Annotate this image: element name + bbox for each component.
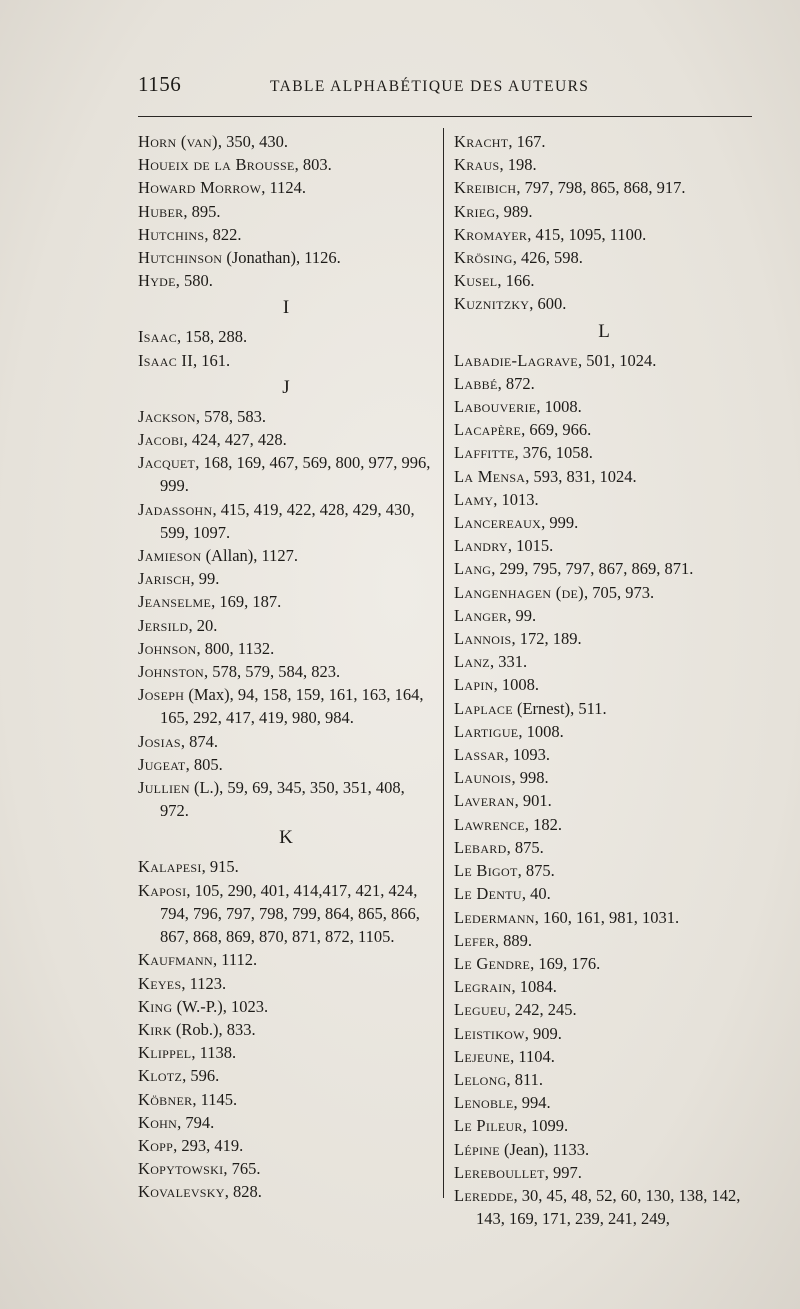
index-entry <box>138 130 434 153</box>
column-divider <box>443 128 444 1198</box>
page-references: , 874. <box>180 731 219 751</box>
author-name: Lelong <box>454 1069 507 1089</box>
page-references: , 794. <box>177 1112 215 1132</box>
page-references: , 168, 169, 467, 569, 800, 977, 996, 999. <box>160 453 431 496</box>
page-references: , 895. <box>183 201 221 221</box>
author-name: Kopytowski <box>138 1159 224 1179</box>
index-entry <box>138 730 434 753</box>
author-name: Laffitte <box>454 443 515 463</box>
index-entry <box>454 200 754 223</box>
author-name: Lanz <box>454 652 490 672</box>
index-entry <box>454 465 754 488</box>
index-entry <box>454 882 754 905</box>
page-references: , 1099. <box>522 1116 569 1136</box>
section-letter: K <box>279 827 293 849</box>
author-name: Hyde <box>138 271 176 291</box>
index-entry <box>454 269 754 292</box>
left-column <box>138 130 434 1204</box>
author-name: Klippel <box>138 1043 192 1063</box>
page-number: 1156 <box>138 72 182 96</box>
author-name: Labbé <box>454 373 498 393</box>
page-references: , 426, 598. <box>512 248 583 268</box>
index-entry <box>138 223 434 246</box>
index-entry <box>138 590 434 613</box>
page-references: , 160, 161, 981, 1031. <box>534 907 680 927</box>
author-name: Le Gendre <box>454 953 531 973</box>
author-name: Kuznitzky <box>454 294 530 314</box>
page-references: , 578, 579, 584, 823. <box>203 662 341 682</box>
page-references: , 901. <box>514 791 552 811</box>
author-name: Isaac <box>138 327 178 347</box>
author-name: Howard Morrow <box>138 178 262 198</box>
author-name: Lenoble <box>454 1093 514 1113</box>
author-name: Jadassohn <box>138 499 213 519</box>
index-entry <box>454 511 754 534</box>
page-references: , 242, 245. <box>506 1000 577 1020</box>
index-entry <box>454 697 754 720</box>
page-references: , 811. <box>506 1069 544 1089</box>
index-entry <box>454 176 754 199</box>
index-entry <box>454 998 754 1021</box>
author-name: Lefer <box>454 930 495 950</box>
page-references: , 1104. <box>510 1046 555 1066</box>
page-references: , 376, 1058. <box>514 443 593 463</box>
page-references: , 30, 45, 48, 52, 60, 130, 138, 142, 143, 169, 171, 239, 241, 249, <box>476 1185 741 1229</box>
page-references: , 765. <box>223 1159 261 1179</box>
page-references: , 158, 288. <box>177 327 248 347</box>
section-letter: L <box>598 320 610 342</box>
page-references: , 1008. <box>536 397 582 417</box>
page-references: , 1124. <box>261 178 307 198</box>
author-name: Lamy <box>454 489 494 509</box>
author-name: Jarisch <box>138 569 191 589</box>
author-name: Jugeat <box>138 754 186 774</box>
index-entry <box>454 1068 754 1091</box>
author-name: Kreibich <box>454 178 517 198</box>
index-entry <box>454 906 754 929</box>
page-references: , 1008. <box>518 721 564 741</box>
author-name: Lassar <box>454 745 505 765</box>
author-name: Le Bigot <box>454 861 518 881</box>
author-name: Lawrence <box>454 814 525 834</box>
index-entry <box>138 567 434 590</box>
page-references: , 331. <box>489 652 528 672</box>
author-name: Leistikow <box>454 1023 525 1043</box>
index-entry <box>138 176 434 199</box>
index-entry <box>138 753 434 776</box>
author-name: Labadie-Lagrave <box>454 350 578 370</box>
author-name: Kromayer <box>454 224 528 244</box>
page-references: , 989. <box>495 201 533 221</box>
index-entry <box>138 683 434 729</box>
author-name: Hutchinson <box>138 248 223 268</box>
page-references: , 875. <box>506 837 544 857</box>
author-name: Huber <box>138 201 184 221</box>
author-name: Kalapesi <box>138 857 202 877</box>
page-references: , 293, 419. <box>173 1135 244 1155</box>
page-references: , 350, 430. <box>217 132 288 151</box>
index-entry <box>138 246 434 269</box>
page-references: (Ernest), 511. <box>512 698 607 718</box>
index-entry <box>454 673 754 696</box>
page-references: , 99. <box>190 569 220 589</box>
author-name: Lapin <box>454 675 494 695</box>
page-references: , 593, 831, 1024. <box>525 466 637 486</box>
index-entry <box>138 1134 434 1157</box>
index-entry <box>138 1041 434 1064</box>
index-entry <box>138 428 434 451</box>
author-name: Kirk <box>138 1019 172 1039</box>
index-entry <box>138 269 434 292</box>
index-entry <box>454 557 754 580</box>
page-references: , 182. <box>524 814 562 834</box>
index-entry <box>454 1045 754 1068</box>
index-entry <box>138 660 434 683</box>
author-name: Jackson <box>138 406 196 426</box>
index-entry <box>454 650 754 673</box>
page-references: , 994. <box>513 1093 551 1113</box>
author-name: Langer <box>454 605 508 625</box>
author-name: Jamieson <box>138 546 202 566</box>
author-name: Hutchins <box>138 224 205 244</box>
page-references: , 169, 187. <box>211 592 282 612</box>
page-references: , 578, 583. <box>195 406 266 426</box>
author-name: Kraus <box>454 155 500 175</box>
page-references: (Rob.), 833. <box>171 1019 256 1039</box>
index-entry <box>138 948 434 971</box>
author-name: Langenhagen (de) <box>454 582 584 602</box>
index-entry <box>138 451 434 497</box>
author-name: Leredde <box>454 1185 514 1205</box>
index-entry <box>454 488 754 511</box>
author-name: Lacapère <box>454 420 522 440</box>
author-name: Houeix de la Brousse <box>138 155 295 175</box>
author-name: Krieg <box>454 201 496 221</box>
index-entry <box>454 836 754 859</box>
index-entry <box>138 325 434 348</box>
author-name: Laplace <box>454 698 513 718</box>
author-name: Johnson <box>138 638 197 658</box>
section-letter: J <box>282 376 290 398</box>
index-entry <box>454 246 754 269</box>
index-entry <box>454 627 754 650</box>
page-references: , 1123. <box>181 973 227 993</box>
index-entry <box>138 200 434 223</box>
index-entry <box>138 972 434 995</box>
index-entry <box>454 153 754 176</box>
page-references: , 105, 290, 401, 414,417, 421, 424, 794, 796, 797, 798, 799, 864, 865, 866, 867, 868, 869, 870, 871, 872, 1105. <box>160 880 420 947</box>
header-rule <box>138 116 752 117</box>
author-name: Johnston <box>138 662 204 682</box>
page-references: , 1008. <box>493 675 539 695</box>
author-name: Lépine <box>454 1139 500 1159</box>
author-name: Jullien <box>138 778 190 798</box>
author-name: Laveran <box>454 791 515 811</box>
page-references: (Jean), 1133. <box>499 1139 590 1159</box>
index-entry <box>138 349 434 372</box>
author-name: Keyes <box>138 973 182 993</box>
running-title: TABLE ALPHABÉTIQUE DES AUTEURS <box>270 78 590 95</box>
author-name: Jacquet <box>138 453 196 473</box>
index-entry <box>138 1157 434 1180</box>
author-name: Labouverie <box>454 397 537 417</box>
index-entry <box>138 498 434 544</box>
page-references: , 166. <box>497 271 535 291</box>
page-references: , 424, 427, 428. <box>183 430 287 450</box>
page-references: , 705, 973. <box>583 582 655 602</box>
author-name: Joseph <box>138 685 185 705</box>
index-entry <box>454 418 754 441</box>
index-entry <box>454 929 754 952</box>
page-references: , 161. <box>193 350 231 370</box>
index-entry <box>454 292 754 315</box>
index-entry <box>138 1018 434 1041</box>
index-entry <box>454 349 754 372</box>
page-references: (Allan), 1127. <box>201 546 299 566</box>
page-references: , 800, 1132. <box>196 638 275 658</box>
section-letter: I <box>282 297 290 319</box>
page-references: , 40. <box>521 884 551 904</box>
author-name: Kracht <box>454 132 509 151</box>
author-name: King <box>138 996 173 1016</box>
page-references: , 20. <box>188 615 218 635</box>
page-references: , 596. <box>182 1066 220 1086</box>
author-name: Josias <box>138 731 181 751</box>
index-entry <box>454 859 754 882</box>
index-entry <box>454 1184 754 1230</box>
index-entry <box>138 405 434 428</box>
page-references: , 669, 966. <box>521 420 592 440</box>
page-references: , 915. <box>201 857 239 877</box>
page-references: (W.-P.), 1023. <box>172 996 269 1016</box>
index-entry <box>138 1088 434 1111</box>
index-entry <box>454 1161 754 1184</box>
page-references: , 1015. <box>507 536 554 556</box>
index-entry <box>454 223 754 246</box>
author-name: Lereboullet <box>454 1162 545 1182</box>
author-name: Lancereaux <box>454 513 542 533</box>
author-name: Jersild <box>138 615 189 635</box>
author-name: Landry <box>454 536 508 556</box>
page-references: (Max), 94, 158, 159, 161, 163, 164, 165, 292, 417, 419, 980, 984. <box>160 685 424 728</box>
page-references: , 998. <box>511 768 549 788</box>
page-references: , 1093. <box>504 745 550 765</box>
author-name: Lebard <box>454 837 507 857</box>
page-references: , 167. <box>508 132 546 151</box>
index-entry <box>454 952 754 975</box>
author-name: Isaac II <box>138 350 194 370</box>
index-entry <box>454 743 754 766</box>
author-name: Lejeune <box>454 1046 511 1066</box>
page-references: , 169, 176. <box>530 953 601 973</box>
page-references: (L.), 59, 69, 345, 350, 351, 408, 972. <box>160 778 405 821</box>
index-entry <box>138 855 434 878</box>
author-name: Horn (van) <box>138 132 218 151</box>
page-references: , 803. <box>294 155 332 175</box>
author-name: Kusel <box>454 271 498 291</box>
index-entry <box>454 789 754 812</box>
author-name: Kaposi <box>138 880 187 900</box>
author-name: Legrain <box>454 977 512 997</box>
index-entry <box>454 766 754 789</box>
index-entry <box>454 604 754 627</box>
index-entry <box>454 395 754 418</box>
index-entry <box>454 581 754 604</box>
page-references: , 415, 1095, 1100. <box>527 224 647 244</box>
page-references: , 172, 189. <box>511 629 582 649</box>
index-entry <box>138 637 434 660</box>
index-entry <box>454 1114 754 1137</box>
page-references: , 999. <box>541 513 579 533</box>
author-name: Jeanselme <box>138 592 212 612</box>
index-entry <box>138 1064 434 1087</box>
author-name: Krösing <box>454 248 513 268</box>
author-name: Le Pileur <box>454 1116 523 1136</box>
index-entry <box>454 534 754 557</box>
page-references: , 822. <box>204 224 242 244</box>
page-references: , 889. <box>494 930 533 950</box>
page-references: , 580. <box>175 271 213 291</box>
page-references: , 99. <box>507 605 537 625</box>
page-references: , 299, 795, 797, 867, 869, 871. <box>491 559 694 579</box>
page-references: , 1112. <box>213 950 258 970</box>
index-entry <box>138 153 434 176</box>
page-references: , 909. <box>524 1023 562 1043</box>
page-references: , 875. <box>517 861 555 881</box>
author-name: La Mensa <box>454 466 526 486</box>
page-references: , 1084. <box>511 977 557 997</box>
author-name: Le Dentu <box>454 884 522 904</box>
index-entry <box>454 1091 754 1114</box>
page-references: , 600. <box>529 294 567 314</box>
author-name: Kopp <box>138 1135 174 1155</box>
page-references: , 1145. <box>192 1089 238 1109</box>
index-entry <box>454 1022 754 1045</box>
index-entry <box>454 1138 754 1161</box>
author-name: Lang <box>454 559 492 579</box>
author-name: Lannois <box>454 629 512 649</box>
index-entry <box>138 544 434 567</box>
index-entry <box>454 372 754 395</box>
page-references: , 1138. <box>191 1043 237 1063</box>
page-references: , 1013. <box>493 489 539 509</box>
page-references: , 415, 419, 422, 428, 429, 430, 599, 1097. <box>160 499 415 542</box>
index-entry <box>138 1111 434 1134</box>
page-references: (Jonathan), 1126. <box>222 248 341 268</box>
page-references: , 797, 798, 865, 868, 917. <box>516 178 686 198</box>
page-references: , 997. <box>544 1162 582 1182</box>
page-references: , 828. <box>224 1182 262 1202</box>
index-entry <box>454 813 754 836</box>
index-entry <box>454 441 754 464</box>
index-entry <box>138 614 434 637</box>
page-references: , 501, 1024. <box>577 350 657 370</box>
page-header <box>138 72 738 102</box>
author-name: Kaufmann <box>138 950 213 970</box>
author-name: Kohn <box>138 1112 178 1132</box>
author-name: Legueu <box>454 1000 507 1020</box>
author-name: Kovalevsky <box>138 1182 225 1202</box>
index-entry <box>454 130 754 153</box>
index-entry <box>454 720 754 743</box>
index-entry <box>454 975 754 998</box>
author-name: Lartigue <box>454 721 519 741</box>
author-name: Köbner <box>138 1089 193 1109</box>
author-name: Jacobi <box>138 430 184 450</box>
index-entry <box>138 1180 434 1203</box>
author-name: Ledermann <box>454 907 535 927</box>
author-name: Launois <box>454 768 512 788</box>
page-references: , 872. <box>497 373 535 393</box>
index-entry <box>138 879 434 949</box>
right-column <box>454 130 754 1230</box>
index-entry <box>138 776 434 822</box>
page-references: , 805. <box>185 754 223 774</box>
author-name: Klotz <box>138 1066 183 1086</box>
index-entry <box>138 995 434 1018</box>
page-references: , 198. <box>499 155 537 175</box>
